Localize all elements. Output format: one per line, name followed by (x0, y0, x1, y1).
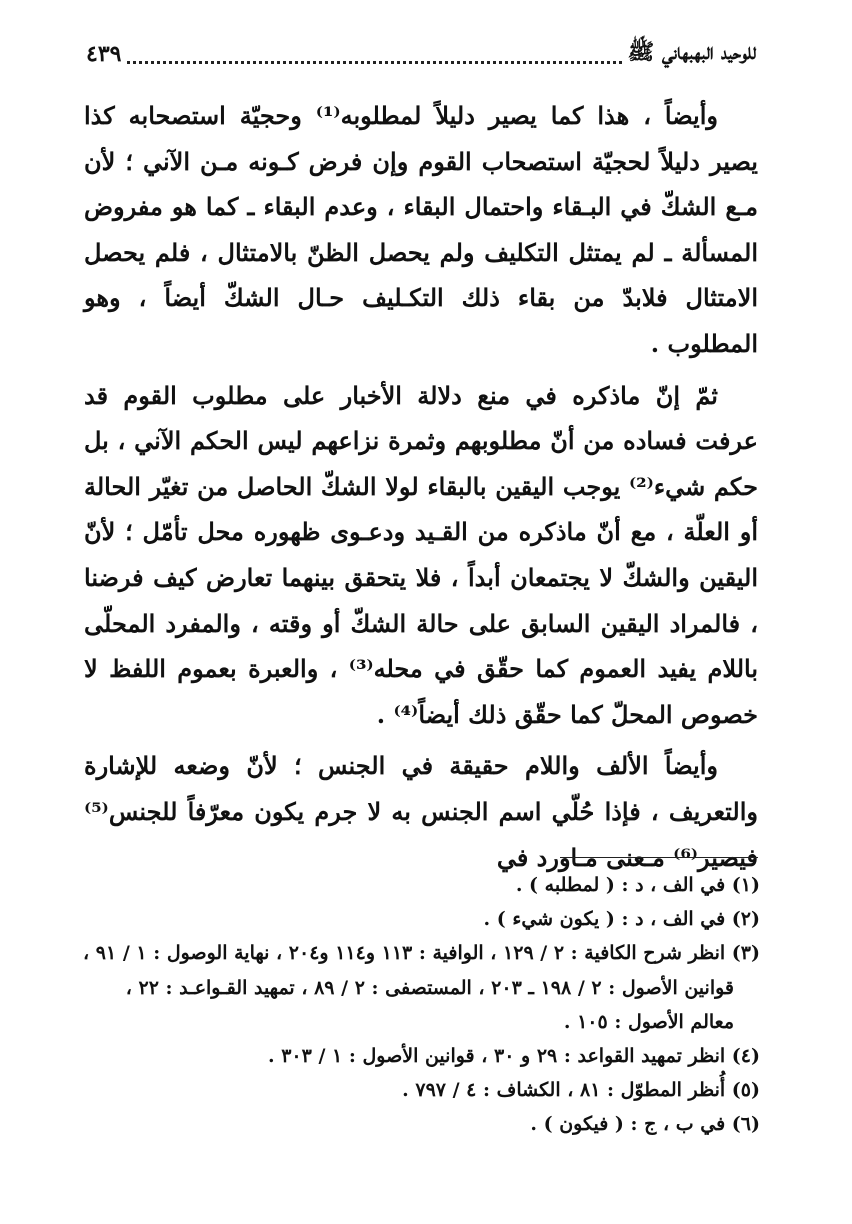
footnote-5: (٥) أُنظر المطوّل : ٨١ ، الكشاف : ٤ / ٧٩٧ . (402, 1079, 760, 1102)
footnote-6: (٦) في ب ، ج : ( فيكون ) . (530, 1113, 760, 1136)
footnote-3: (٣) انظر شرح الكافية : ٢ / ١٢٩ ، الوافية : ١١٣ و١١٤ و٢٠٤ ، نهاية الوصول : ١ / ٩١ ، قوانين الأصول : ٢ / ١٩٨ ـ ٢٠٣ ، المستصفى : ٢ / ٨٩ ، تمهيد القـواعـد : ٢٢ ، معالم الأصول : ١٠٥ . (83, 942, 760, 1033)
running-header-title: للوحيد البهبهاني ﷺ (627, 39, 756, 65)
footnote-1: (١) في الف ، د : ( لمطلبه ) . (515, 874, 760, 896)
footnote-2: (٢) في الف ، د : ( يكون شيء ) . (483, 908, 760, 931)
page-number: ٤٣٩ (86, 41, 122, 67)
footnotes (80, 868, 760, 1142)
running-header (86, 34, 756, 74)
paragraph-1: وأيضاً ، هذا كما يصير دليلاً لمطلوبه⁽¹⁾ وحجيّة استصحابه كذا يصير دليلاً لحجيّة استصحاب القوم وإن فرض كـونه مـن الآني ؛ لأن مـع الشكّ في البـقاء واحتمال البقاء ، وعدم البقاء ـ كما هو مفروض المسألة ـ لم يمتثل التكليف ولم يحصل الظنّ بالامتثال ، فلم يحصل الامتثال فلابدّ من بقاء ذلك التكـليف حـال الشكّ أيضاً ، وهو المطلوب . (84, 101, 758, 358)
paragraph-2: ثمّ إنّ ماذكره في منع دلالة الأخبار على مطلوب القوم قد عرفت فساده من أنّ مطلوبهم وثمرة نزاعهم ليس الحكم الآني ، بل حكم شيء⁽²⁾ يوجب اليقين بالبقاء لولا الشكّ الحاصل من تغيّر الحالة أو العلّة ، مع أنّ ماذكره من القـيد ودعـوى ظهوره محل تأمّل ؛ لأنّ اليقين والشكّ لا يجتمعان أبداً ، فلا يتحقق بينهما تعارض كيف فرضنا ، فالمراد اليقين السابق على حالة الشكّ أو وقته ، والمفرد المحلّى باللام يفيد العموم كما حقّق في محله⁽³⁾ ، والعبرة بعموم اللفظ لا خصوص المحلّ كما حقّق ذلك أيضاً⁽⁴⁾ . (84, 380, 759, 729)
paragraph-3: وأيضاً الألف واللام حقيقة في الجنس ؛ لأنّ وضعه للإشارة والتعريف ، فإذا حُلّي اسم الجنس به لا جرم يكون معرّفاً للجنس⁽⁵⁾فيصير⁽⁶⁾ مـعنى مـاورد في (84, 751, 758, 872)
footnote-separator (560, 857, 758, 858)
footnote-4: (٤) انظر تمهيد القواعد : ٢٩ و ٣٠ ، قوانين الأصول : ١ / ٣٠٣ . (267, 1045, 760, 1068)
header-leader-dots (127, 41, 621, 64)
body-text (84, 93, 758, 880)
